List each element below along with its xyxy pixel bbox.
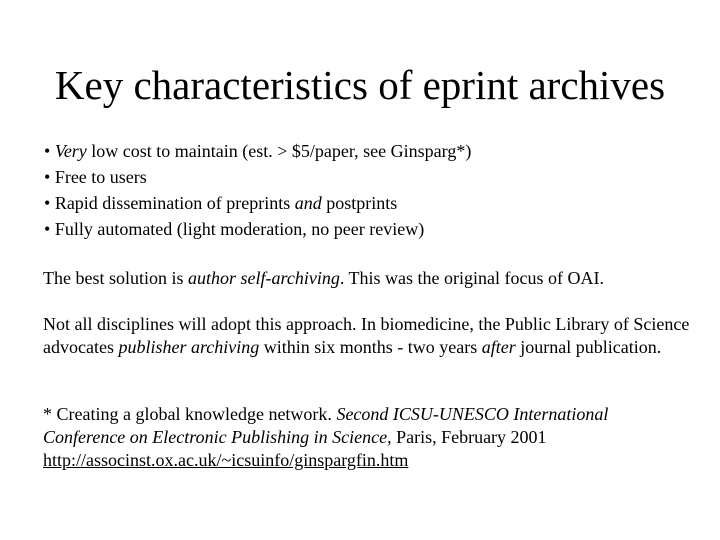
bullet-text: Free to users — [54, 167, 147, 187]
paragraph-text: journal publication. — [515, 337, 662, 357]
paragraph-text: Not all disciplines will adopt this approach. In biomedicine, the Public Library of Science advocates — [43, 314, 690, 357]
bullet-marker: • — [44, 219, 51, 239]
paragraph-self-archiving — [43, 267, 693, 290]
bullet-item — [44, 190, 471, 216]
paragraph-text: . This was the original focus of OAI. — [339, 268, 604, 288]
footnote-link[interactable]: http://associnst.ox.ac.uk/~icsuinfo/ginspargfin.htm — [43, 450, 409, 470]
bullet-marker: • — [44, 141, 51, 161]
bullet-marker: • — [44, 167, 51, 187]
slide-title: Key characteristics of eprint archives — [54, 62, 666, 108]
footnote-line — [43, 403, 693, 426]
bullet-list — [44, 138, 471, 242]
bullet-text: Rapid dissemination of preprints — [54, 193, 295, 213]
paragraph-emphasis: publisher archiving — [118, 337, 260, 357]
footnote-emphasis: Second ICSU-UNESCO International — [336, 404, 609, 424]
bullet-text: low cost to maintain (est. > $5/paper, see Ginsparg*) — [86, 141, 472, 161]
footnote-line — [43, 449, 693, 472]
paragraph-disciplines — [43, 313, 693, 359]
bullet-text: postprints — [321, 193, 398, 213]
bullet-marker: • — [44, 193, 51, 213]
paragraph-emphasis: after — [481, 337, 516, 357]
paragraph-text: within six months - two years — [259, 337, 482, 357]
paragraph-text: The best solution is — [43, 268, 188, 288]
bullet-item — [44, 138, 471, 164]
footnote-line — [43, 426, 693, 449]
footnote-text: * Creating a global knowledge network. — [43, 404, 337, 424]
paragraph-emphasis: author self-archiving — [188, 268, 340, 288]
bullet-item — [44, 164, 471, 190]
bullet-text-italic: Very — [54, 141, 87, 161]
bullet-item — [44, 216, 471, 242]
footnote-text: , Paris, February 2001 — [387, 427, 547, 447]
bullet-text-italic: and — [294, 193, 322, 213]
bullet-text: Fully automated (light moderation, no peer review) — [54, 219, 425, 239]
footnote-emphasis: Conference on Electronic Publishing in Science — [43, 427, 388, 447]
footnote — [43, 403, 693, 472]
